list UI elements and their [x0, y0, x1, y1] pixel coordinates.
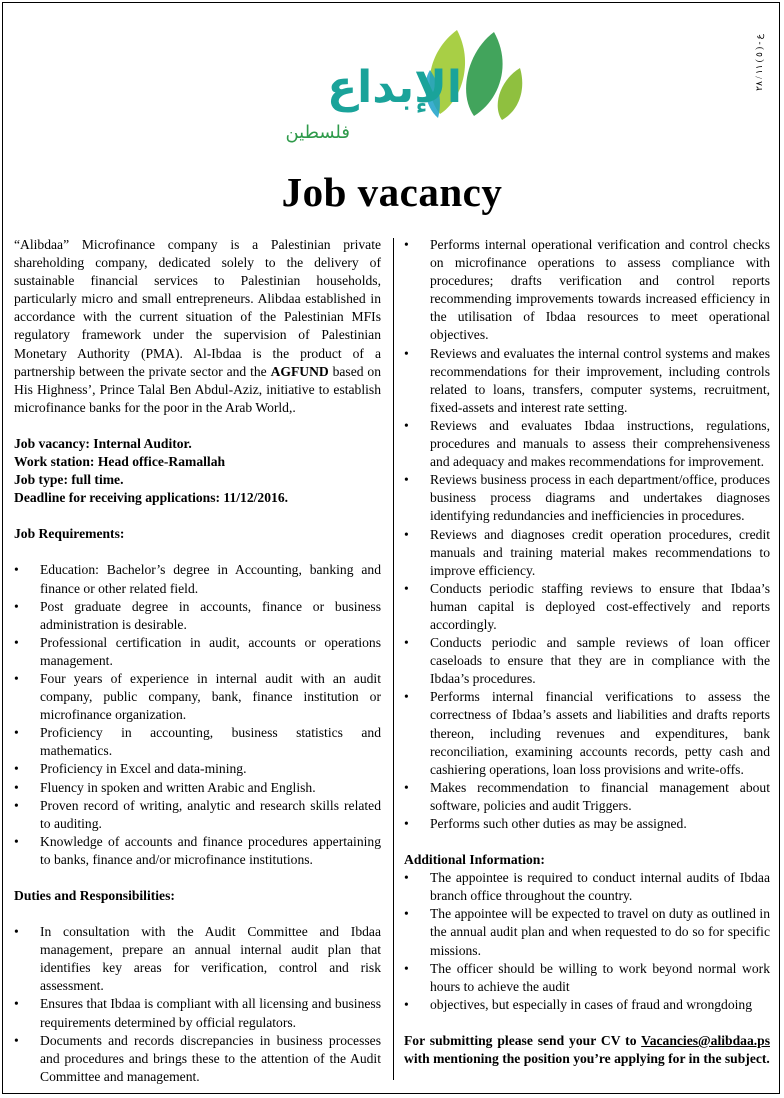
left-column	[14, 236, 381, 1086]
deadline: Deadline for receiving applications: 11/12/2016.	[14, 490, 289, 506]
duties-list-right	[404, 236, 770, 833]
duties-list-left	[14, 923, 381, 1086]
agfund-label: AGFUND	[270, 363, 329, 379]
submission-instructions: For submitting please send your CV to Vacancies@alibdaa.ps with mentioning the position you’re applying for in the subject.	[404, 1032, 770, 1067]
intro-paragraph: “Alibdaa” Microfinance company is a Palestinian private shareholding company, dedicated solely to the delivery of sustainable financial services to Palestinian households, particularly micro and small entrepreneurs. Alibdaa established in accordance with the current situation of the Palestinian MFIs regulatory framework under the supervision of Palestinian Monetary Authority (PMA). Al-Ibdaa is the product of a partnership between the private sector and the AGFUND based on His Highness’, Prince Talal Ben Abdul-Aziz, initiative to establish microfinance banks for the poor in the Arab World,.	[14, 237, 382, 415]
requirements-list	[14, 561, 381, 869]
list-item: • Proficiency in Excel and data-mining.	[14, 760, 381, 778]
email-link[interactable]: Vacancies@alibdaa.ps	[641, 1032, 770, 1048]
list-item: • Proficiency in accounting, business statistics and mathematics.	[14, 724, 381, 760]
list-item: • Professional certification in audit, accounts or operations management.	[14, 634, 381, 670]
job-title: Job vacancy: Internal Auditor.	[14, 435, 192, 451]
additional-info-list	[404, 869, 770, 1014]
column-divider	[393, 238, 394, 1080]
list-item: • Performs internal operational verification and control checks on microfinance operations to assess compliance with procedures; drafts verification and control reports recommending improvements towards increased efficiency in the utilisation of Ibdaa resources to meet operational objectives.	[404, 236, 770, 345]
list-item: • Education: Bachelor’s degree in Accounting, banking and finance or other related field.	[14, 561, 381, 597]
list-item: • objectives, but especially in cases of fraud and wrongdoing	[404, 996, 770, 1014]
list-item: • Knowledge of accounts and finance procedures appertaining to banks, finance and/or microfinance institutions.	[14, 833, 381, 869]
list-item: • The appointee is required to conduct internal audits of Ibdaa branch office throughout the country.	[404, 869, 770, 905]
list-item: • Performs such other duties as may be assigned.	[404, 815, 770, 833]
requirements-heading: Job Requirements:	[14, 526, 125, 542]
list-item: • Conducts periodic and sample reviews of loan officer caseloads to ensure that they are in compliance with the Ibdaa’s procedures.	[404, 634, 770, 688]
list-item: • The appointee will be expected to travel on duty as outlined in the annual audit plan and when requested to do so for specific missions.	[404, 905, 770, 959]
list-item: • Conducts periodic staffing reviews to ensure that Ibdaa’s human capital is deployed cost-effectively and reports accordingly.	[404, 580, 770, 634]
list-item: • Reviews and evaluates Ibdaa instructions, regulations, procedures and manuals to assess their comprehensiveness and adequacy and makes recommendations for improvement.	[404, 417, 770, 471]
company-logo	[262, 22, 524, 152]
list-item: • Ensures that Ibdaa is compliant with all licensing and business requirements determined by official regulators.	[14, 995, 381, 1031]
list-item: • Reviews and evaluates the internal control systems and makes recommendations for their improvement, including controls related to loans, transfers, computer systems, recruitment, fixed-assets and interest rate setting.	[404, 345, 770, 417]
duties-heading: Duties and Responsibilities:	[14, 888, 175, 903]
list-item: • Four years of experience in internal audit with an audit company, public company, bank, finance institution or microfinance organization.	[14, 670, 381, 724]
list-item: • Post graduate degree in accounts, finance or business administration is desirable.	[14, 598, 381, 634]
list-item: • Reviews and diagnoses credit operation procedures, credit manuals and training material makes recommendations to improve efficiency.	[404, 526, 770, 580]
document-code: ع - ( ٥ ) ١١ / ٢٨	[754, 34, 764, 91]
list-item: • Documents and records discrepancies in business processes and procedures and brings these to the attention of the Audit Committee and management.	[14, 1032, 381, 1086]
list-item: • Makes recommendation to financial management about software, policies and audit Triggers.	[404, 779, 770, 815]
list-item: • Proven record of writing, analytic and research skills related to auditing.	[14, 797, 381, 833]
right-column	[404, 236, 770, 1068]
logo-arabic-subtext: فلسطين	[285, 122, 350, 143]
list-item: • Fluency in spoken and written Arabic and English.	[14, 779, 381, 797]
list-item: • The officer should be willing to work beyond normal work hours to achieve the audit	[404, 960, 770, 996]
logo-arabic-text: الإبداع	[327, 62, 462, 113]
list-item: • Reviews business process in each department/office, produces business process diagrams and undertakes diagnoses identifying redundancies and inefficiencies in procedures.	[404, 471, 770, 525]
list-item: • Performs internal financial verifications to assess the correctness of Ibdaa’s assets and liabilities and drafts reports thereon, including revenues and expenditures, bank reconciliation, examining accounts records, petty cash and cashiering operations, loan loss provisions and write-offs.	[404, 688, 770, 778]
page-title: Job vacancy	[281, 169, 503, 215]
job-type: Job type: full time.	[14, 472, 124, 488]
list-item: • In consultation with the Audit Committee and Ibdaa management, prepare an annual internal audit plan that identifies key areas for verification, control and risk assessment.	[14, 923, 381, 995]
work-station: Work station: Head office-Ramallah	[14, 454, 226, 470]
additional-info-heading: Additional Information:	[404, 852, 545, 868]
